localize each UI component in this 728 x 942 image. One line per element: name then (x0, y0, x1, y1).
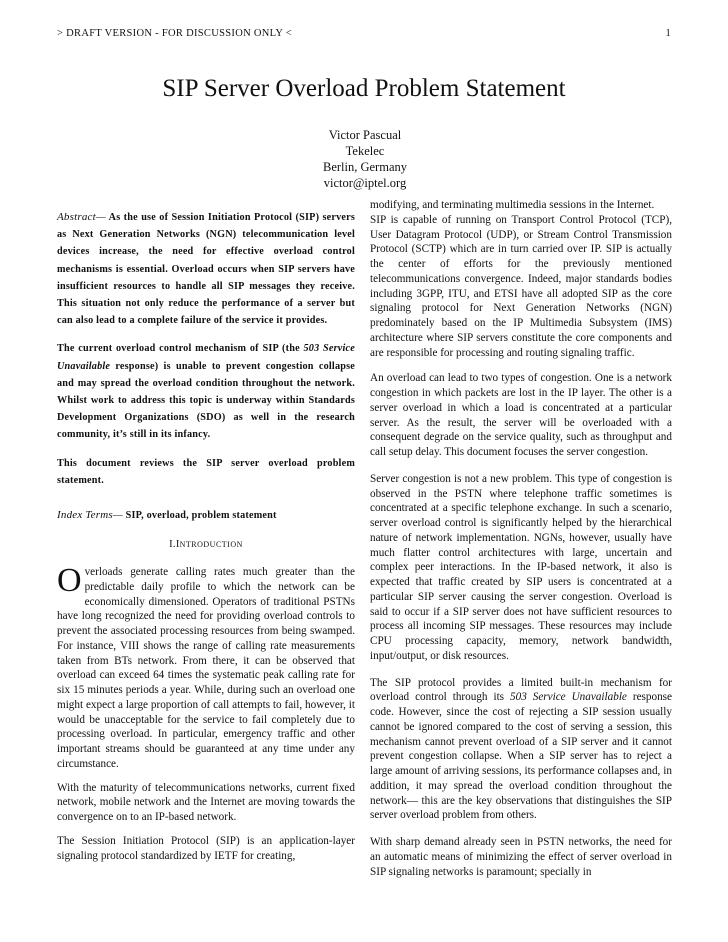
index-terms-label: Index Terms (57, 509, 113, 522)
index-terms-text: SIP, overload, problem statement (122, 510, 277, 522)
right-p4-italic: 503 Service Unavailable (510, 691, 627, 704)
abstract-p2-italic: 503 Service Unavailable (57, 343, 355, 372)
section-initial: I (175, 539, 180, 551)
abstract-p3: This document reviews the SIP server overload problem statement. (57, 457, 355, 486)
right-p4-b: response code. However, since the cost of rejecting a SIP session usually cannot be ignored compared to the cost of serving a session, this mechanism cannot prevent overload of a SIP server and it cannot prevent congestion collapse. When a SIP server has to reject a large amount of arriving sessions, its performance collapses and, in addition, it may spread the overload condition throughout the network— this are the key observations that distinguishes the SIP server overload problem from others. (370, 691, 672, 822)
author-block (295, 127, 435, 191)
right-p4-a: The SIP protocol provides a limited built-in mechanism for overload control through its (370, 676, 672, 704)
right-p2: An overload can lead to two types of congestion. One is a network congestion in which packets are lost in the IP layer. The other is a server overload in which a load is concentrated at a particular server. As the result, the server will be overloaded with a consequent degrade on the service quality, such as throughput and call setup delay. This document focuses the server congestion. (370, 372, 672, 458)
author-org: Tekelec (345, 144, 385, 158)
right-p0: modifying, and terminating multimedia sessions in the Internet. (370, 199, 655, 211)
index-terms (57, 507, 355, 524)
abstract-p1 (57, 209, 355, 329)
abstract (57, 209, 355, 524)
intro-p1-text: verloads generate calling rates much greater than the predictable daily profile to which the network can be economically dimensioned. Operators of traditional PSTNs have long recognized the need for providing overload controls to prevent the associated processing resources from being swamped. For instance, VIII shows the range of calling rate measurements taken from BTs network. From there, it can be observed that overload can exceed 64 times the systematic peak calling rate for six 15 minutes periods a year. While, during such an overload one might expect a large proportion of call attempts to fail, however, it would be unacceptable for the service to fail completely due to processing overload. In particular, emergency traffic and other important streams should be guaranteed at any time under any circumstance. (57, 566, 355, 770)
intro-p3: The Session Initiation Protocol (SIP) is an application-layer signaling protocol standardized by IETF for creating, (57, 834, 355, 862)
drop-cap: O (57, 562, 82, 599)
author-location: Berlin, Germany (322, 160, 407, 174)
abstract-label: Abstract (57, 211, 96, 223)
abstract-dash: — (95, 211, 106, 223)
running-header (57, 28, 671, 42)
section-title-rest: NTRODUCTION (179, 540, 243, 550)
author-name: Victor Pascual (328, 128, 402, 142)
draft-notice: > DRAFT VERSION - FOR DISCUSSION ONLY < (57, 28, 292, 39)
right-column (370, 198, 672, 888)
section-heading-introduction (57, 538, 355, 553)
page-number: 1 (665, 28, 671, 39)
right-p5: With sharp demand already seen in PSTN networks, the need for an automatic means of minimizing the effect of server overload in SIP signaling networks is paramount; specially in (370, 836, 672, 878)
abstract-p1-text: As the use of Session Initiation Protocol (SIP) servers as Next Generation Networks (NGN) telecommunication level devices increase, the need for effective overload control mechanisms is essential. Overload occurs when SIP servers have insufficient resources to handle all SIP messages they receive. This situation not only reduce the performance of a server but can also lead to a complete failure of the service it provides. (57, 212, 355, 327)
right-p4 (370, 676, 672, 824)
left-column (57, 209, 355, 872)
abstract-p2 (57, 340, 355, 443)
section-number: I. (169, 539, 176, 551)
right-p3: Server congestion is not a new problem. This type of congestion is observed in the PSTN where telephone traffic sometimes is concentrated at a specific telephone exchange. In such a scenario, server overload control is significantly helped by the hierarchical nature of network implementation. NGNs, however, usually have much flatter control architectures with large, uncertain and complex peer interactions. In the IP-based network, it also is expected that traffic created by SIP users is concentrated at a particular SIP server causing the server congestion. Overload is said to occur if a SIP server does not have sufficient resources to process all incoming SIP messages. These resources may include CPU processing capacity, memory, network bandwidth, input/output, or disk resources. (370, 472, 672, 662)
intro-p1 (57, 562, 355, 772)
paper-title: SIP Server Overload Problem Statement (162, 75, 566, 102)
abstract-p2-a: The current overload control mechanism of SIP (the (57, 343, 304, 355)
author-email: victor@iptel.org (323, 176, 407, 190)
intro-p2: With the maturity of telecommunications networks, current fixed network, mobile network and the Internet are moving towards the convergence on to an IP-based network. (57, 781, 355, 823)
abstract-p2-b: response) is unable to prevent congestion collapse and may spread the overload condition throughout the network. Whilst work to address this topic is underway within Standards Development Organizations (SDO) as well in the research community, it’s still in its infancy. (57, 360, 355, 441)
right-p1: SIP is capable of running on Transport Control Protocol (TCP), User Datagram Protocol (UDP), or Stream Control Transmission Protocol (SCTP) which are in turn carried over IP. SIP is actually the center of efforts for the previously mentioned telecommunications convergence. Indeed, major standards bodies including 3GPP, ITU, and ETSI have all adopted SIP as the core signaling protocol for Next Generation Networks (NGN) predominately based on the IP Multimedia Subsystem (IMS) architecture where SIP servers constitute the core components and are responsible for processing and routing signaling traffic. (370, 213, 672, 359)
index-terms-dash: — (112, 509, 123, 522)
